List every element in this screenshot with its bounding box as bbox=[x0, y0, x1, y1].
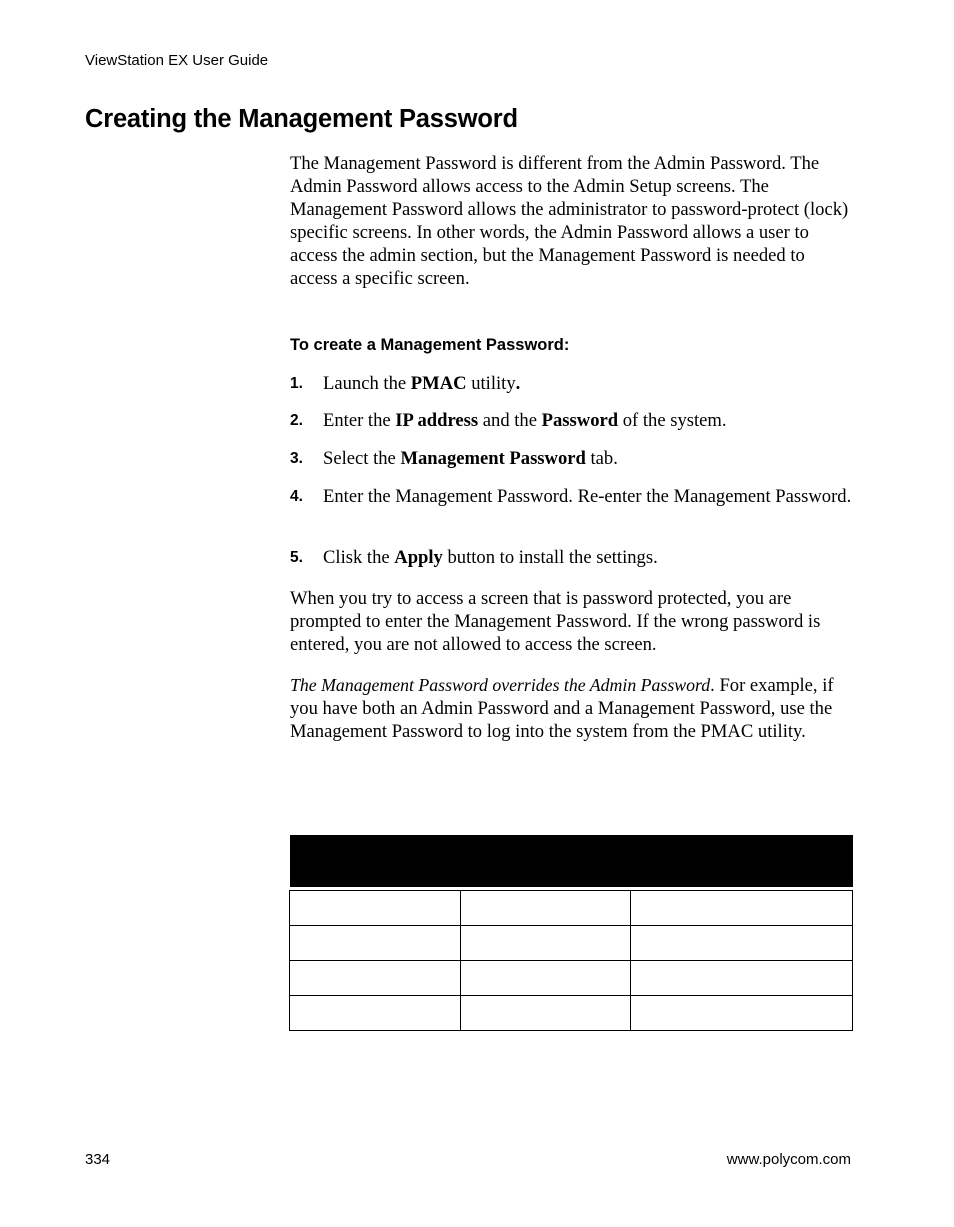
table-cell bbox=[290, 926, 461, 961]
procedure-title: To create a Management Password: bbox=[290, 336, 570, 354]
settings-table bbox=[289, 835, 853, 1031]
table-cell bbox=[631, 891, 853, 926]
step-text-bold: Apply bbox=[394, 547, 443, 568]
step-text-plain: of the system. bbox=[618, 410, 727, 431]
step-text bbox=[323, 447, 855, 470]
table-header-cell bbox=[290, 835, 461, 887]
step-text-plain: Select the bbox=[323, 448, 401, 469]
step-number: 3. bbox=[290, 450, 303, 467]
table-cell bbox=[461, 891, 631, 926]
procedure-step-2 bbox=[290, 409, 855, 432]
table-cell bbox=[461, 996, 631, 1031]
step-number: 1. bbox=[290, 375, 303, 392]
step-text bbox=[323, 546, 855, 569]
step-text-bold: . bbox=[515, 373, 521, 394]
page-number: 334 bbox=[85, 1151, 111, 1168]
step-text bbox=[323, 372, 855, 395]
step-text-plain: Clisk the bbox=[323, 547, 395, 568]
step-text-plain: tab. bbox=[585, 448, 618, 469]
step-number: 5. bbox=[290, 549, 303, 566]
table-row bbox=[290, 961, 853, 996]
step-text-plain: utility bbox=[466, 373, 516, 394]
table-row bbox=[290, 926, 853, 961]
step-text-bold: Management Password bbox=[400, 448, 586, 469]
footer-website: www.polycom.com bbox=[726, 1151, 851, 1168]
step-text-plain: and the bbox=[478, 410, 542, 431]
table-row bbox=[290, 996, 853, 1031]
access-paragraph: When you try to access a screen that is password protected, you are prompted to enter the Management Password. If the wrong password is entered, you are not allowed to access the screen. bbox=[290, 588, 821, 655]
table-cell bbox=[290, 961, 461, 996]
override-note-paragraph bbox=[290, 674, 855, 743]
step-number: 2. bbox=[290, 412, 303, 429]
table-cell bbox=[461, 926, 631, 961]
table-cell bbox=[290, 891, 461, 926]
table-cell bbox=[631, 996, 853, 1031]
procedure-step-5 bbox=[290, 546, 855, 569]
intro-paragraph: The Management Password is different from the Admin Password. The Admin Password allows access to the Admin Setup screens. The Management Password allows the administrator to password-protect (lock) specific screens. In other words, the Admin Password allows a user to access the admin section, but the Management Password is needed to access a specific screen. bbox=[290, 153, 849, 289]
step-text-bold: PMAC bbox=[410, 373, 467, 394]
step-text-plain: button to install the settings. bbox=[442, 547, 658, 568]
section-title: Creating the Management Password bbox=[85, 105, 518, 133]
override-note-text: . For example, if you have both an Admin Password and a Management Password, use the Management Password to log into the system from the PMAC utility. bbox=[290, 675, 834, 742]
table-header-row bbox=[290, 835, 853, 887]
step-text-plain: Launch the bbox=[323, 373, 411, 394]
step-text: Enter the Management Password. Re-enter the Management Password. bbox=[323, 486, 852, 507]
table-cell bbox=[290, 996, 461, 1031]
table-cell bbox=[631, 926, 853, 961]
override-note-italic: The Management Password overrides the Admin Password bbox=[290, 675, 711, 695]
step-text-plain: Enter the bbox=[323, 410, 396, 431]
procedure-step-1 bbox=[290, 372, 855, 395]
step-number: 4. bbox=[290, 488, 303, 505]
step-text-bold: IP address bbox=[395, 410, 479, 431]
procedure-step-3 bbox=[290, 447, 855, 470]
running-header: ViewStation EX User Guide bbox=[85, 52, 269, 69]
table-cell bbox=[631, 961, 853, 996]
step-text-bold: Password bbox=[541, 410, 619, 431]
procedure-step-4 bbox=[290, 485, 855, 508]
table-header-cell bbox=[461, 835, 631, 887]
table-cell bbox=[461, 961, 631, 996]
step-text bbox=[323, 409, 855, 432]
table-row bbox=[290, 891, 853, 926]
table-header-cell bbox=[631, 835, 853, 887]
